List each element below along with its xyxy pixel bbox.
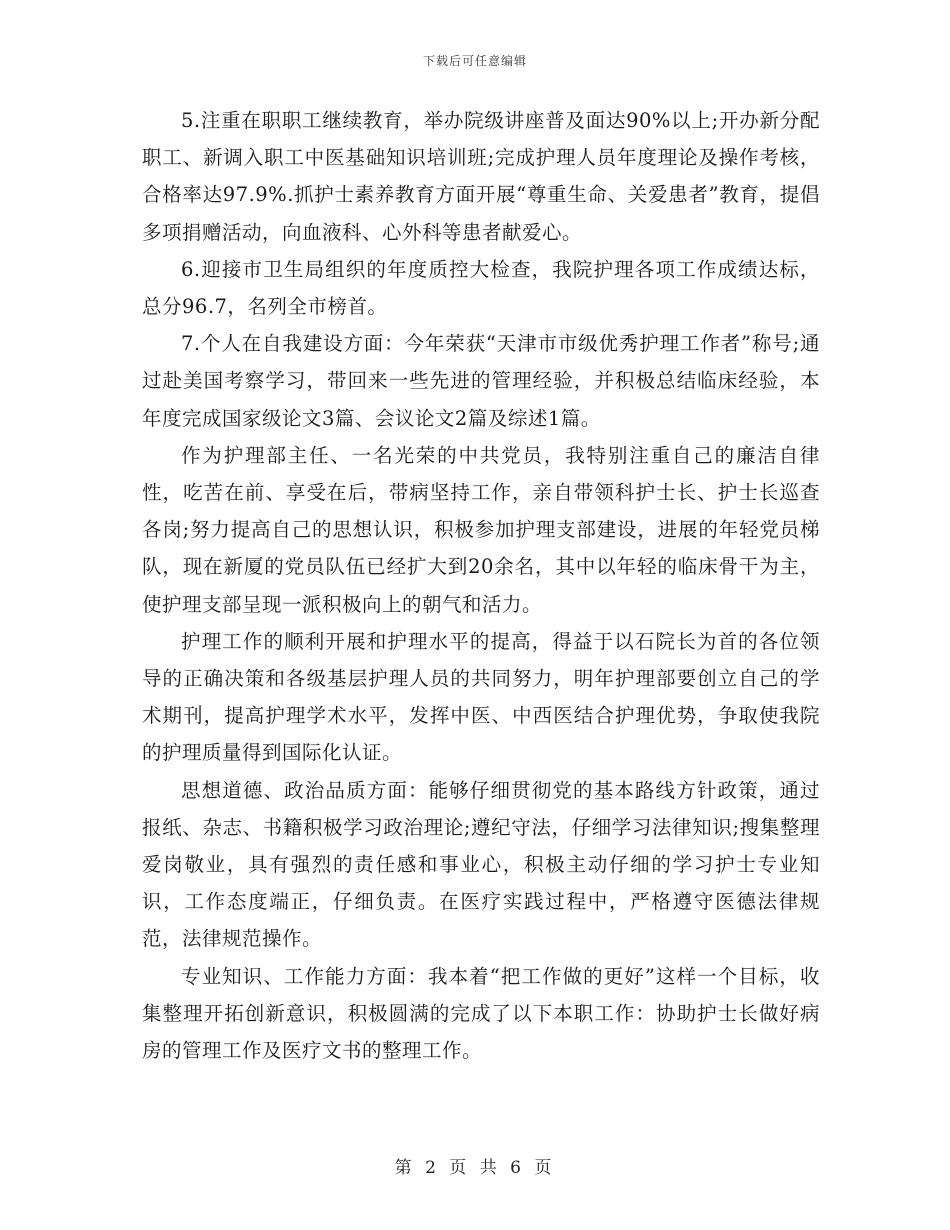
paragraph-item-5: 5.注重在职职工继续教育，举办院级讲座普及面达90%以上;开办新分配职工、新调入职工中医基础知识培训班;完成护理人员年度理论及操作考核，合格率达97.9%.抓护士素养教育方面开展“尊重生命、关爱患者”教育，提倡多项捐赠活动，向血液科、心外科等患者献爱心。 [142,109,820,244]
paragraph-nursing-outlook: 护理工作的顺利开展和护理水平的提高，得益于以石院长为首的各位领导的正确决策和各级基层护理人员的共同努力，明年护理部要创立自己的学术期刊，提高护理学术水平，发挥中医、中西医结合护理优势，争取使我院的护理质量得到国际化认证。 [142,629,820,765]
paragraph-item-7: 7.个人在自我建设方面：今年荣获“天津市市级优秀护理工作者”称号;通过赴美国考察学习，带回来一些先进的管理经验，并积极总结临床经验，本年度完成国家级论文3篇、会议论文2篇及综述1篇。 [142,332,820,430]
page-header: 下载后可任意编辑 [422,54,527,68]
document-body [142,102,820,1069]
paragraph-professional-ability: 专业知识、工作能力方面：我本着“把工作做的更好”这样一个目标，收集整理开拓创新意识，积极圆满的完成了以下本职工作：协助护士长做好病房的管理工作及医疗文书的整理工作。 [142,964,820,1063]
paragraph-party-member: 作为护理部主任、一名光荣的中共党员，我特别注重自己的廉洁自律性，吃苦在前、享受在后，带病坚持工作，亲自带领科护士长、护士长巡查各岗;努力提高自己的思想认识，积极参加护理支部建设，进展的年轻党员梯队，现在新厦的党员队伍已经扩大到20余名，其中以年轻的临床骨干为主，使护理支部呈现一派积极向上的朝气和活力。 [142,443,820,616]
paragraph-ideology-morality: 思想道德、政治品质方面：能够仔细贯彻党的基本路线方针政策，通过报纸、杂志、书籍积极学习政治理论;遵纪守法，仔细学习法律知识;搜集整理爱岗敬业，具有强烈的责任感和事业心，积极主动仔细的学习护士专业知识，工作态度端正，仔细负责。在医疗实践过程中，严格遵守医德法律规范，法律规范操作。 [142,778,820,951]
paragraph-item-6: 6.迎接市卫生局组织的年度质控大检查，我院护理各项工作成绩达标，总分96.7，名列全市榜首。 [142,257,820,319]
page-number-footer: 第 2 页 共 6 页 [394,1158,556,1178]
